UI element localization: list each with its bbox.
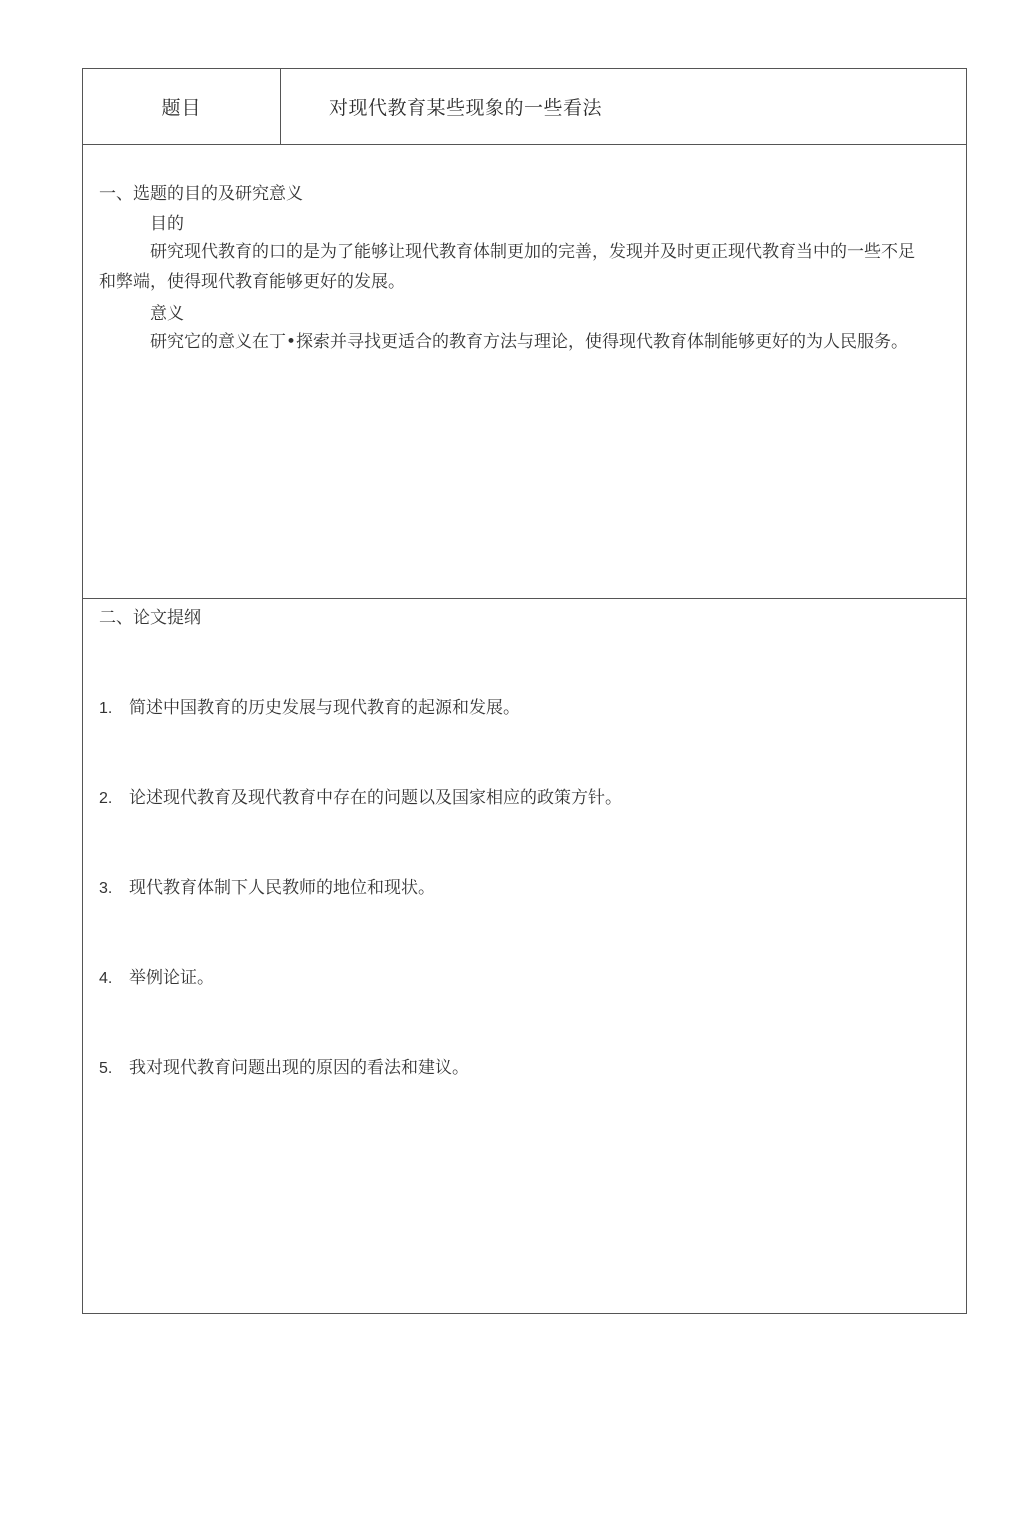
outline-number: 1.	[99, 700, 113, 717]
outline-number: 4.	[99, 970, 113, 987]
purpose-paragraph: 研究现代教育的口的是为了能够让现代教育体制更加的完善，发现并及时更正现代教育当中的一些不足和弊端，使得现代教育能够更好的发展。	[99, 242, 915, 292]
title-label-cell	[83, 69, 281, 144]
outline-item	[99, 873, 435, 898]
outline-number: 5.	[99, 1060, 113, 1077]
meaning-heading: 意义	[150, 304, 184, 324]
purpose-heading: 目的	[150, 214, 184, 234]
outline-text: 我对现代教育问题出现的原因的看法和建议。	[129, 1058, 469, 1078]
outline-text: 举例论证。	[129, 968, 214, 988]
thesis-title: 对现代教育某些现象的一些看法	[329, 97, 603, 119]
outline-number: 2.	[99, 790, 113, 807]
outline-item	[99, 693, 520, 718]
purpose-and-significance-section	[83, 145, 966, 599]
title-row	[83, 69, 966, 145]
outline-text: 论述现代教育及现代教育中存在的问题以及国家相应的政策方针。	[129, 788, 622, 808]
outline-section	[83, 599, 966, 1313]
outline-item	[99, 963, 214, 988]
proposal-form-table	[82, 68, 967, 1314]
section-two-heading: 二、论文提纲	[99, 608, 201, 628]
outline-text: 现代教育体制下人民教师的地位和现状。	[129, 878, 435, 898]
outline-text: 简述中国教育的历史发展与现代教育的起源和发展。	[129, 698, 520, 718]
outline-number: 3.	[99, 880, 113, 897]
title-label: 题目	[161, 97, 202, 119]
title-value-cell	[281, 69, 966, 144]
meaning-paragraph: 研究它的意义在丁•探索并寻找更适合的教育方法与理论，使得现代教育体制能够更好的为人民服务。	[150, 332, 909, 352]
outline-item	[99, 783, 622, 808]
outline-item	[99, 1053, 469, 1078]
section-one-heading: 一、选题的目的及研究意义	[99, 184, 303, 204]
